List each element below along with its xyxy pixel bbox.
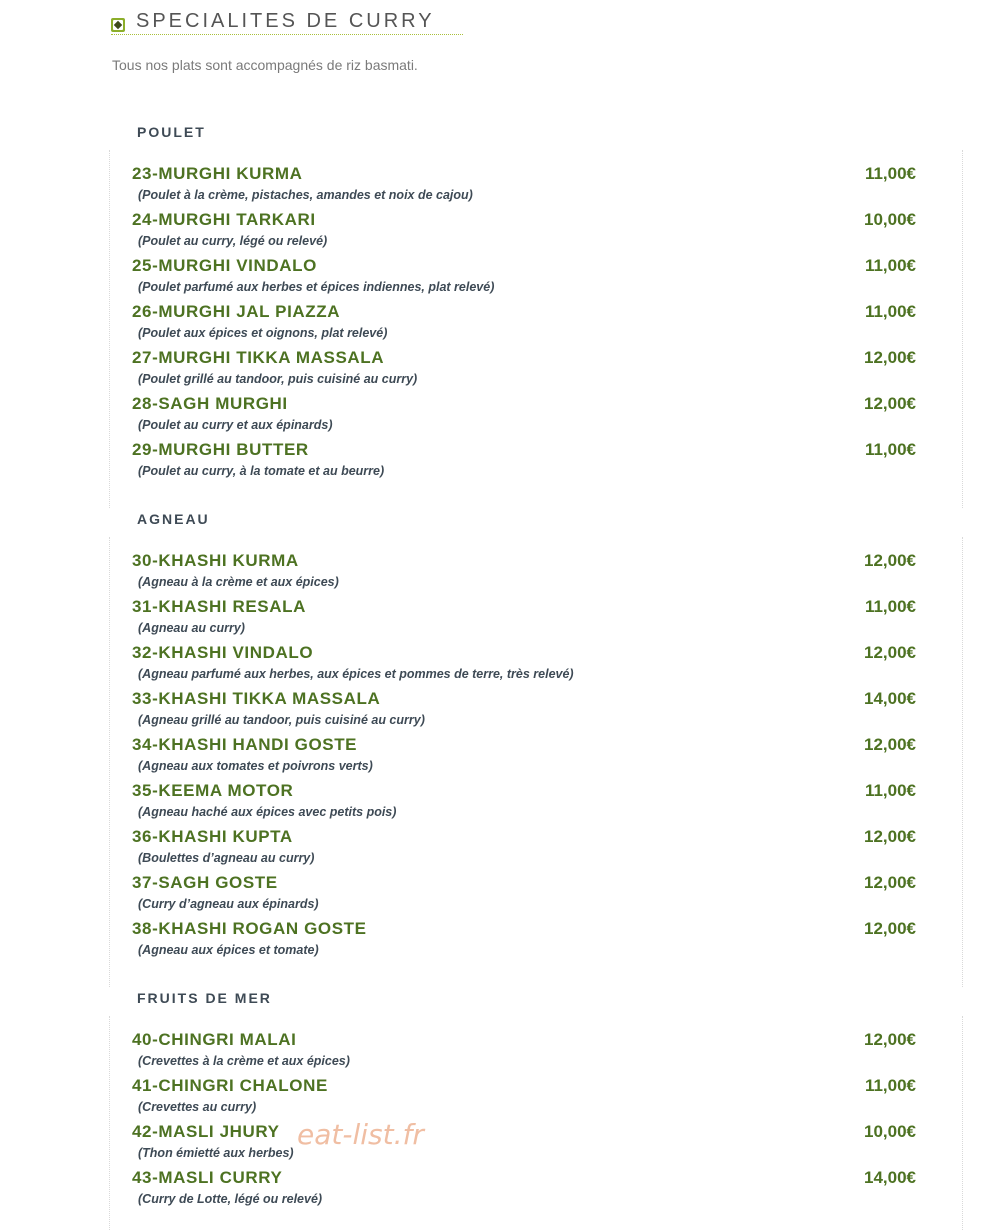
menu-item — [110, 1122, 962, 1168]
item-price: 11,00€ — [864, 781, 916, 800]
menu-section-poulet — [109, 150, 963, 508]
item-description: (Agneau grillé au tandoor, puis cuisiné au curry) — [138, 713, 425, 727]
item-name: 33-KHASHI TIKKA MASSALA — [132, 689, 381, 708]
menu-section-fruits-de-mer — [109, 1016, 963, 1230]
section-heading-fruits-de-mer: FRUITS DE MER — [137, 990, 272, 1006]
item-description: (Crevettes au curry) — [138, 1100, 257, 1114]
item-price: 12,00€ — [864, 348, 916, 367]
square-bullet-icon — [111, 18, 125, 32]
menu-item — [110, 873, 962, 919]
item-price: 11,00€ — [864, 256, 916, 275]
menu-item — [110, 210, 962, 256]
section-heading-poulet: POULET — [137, 124, 206, 140]
item-name: 40-CHINGRI MALAI — [132, 1030, 297, 1049]
item-description: (Agneau à la crème et aux épices) — [138, 575, 339, 589]
menu-item — [110, 394, 962, 440]
item-price: 12,00€ — [864, 643, 916, 662]
item-price: 12,00€ — [864, 735, 916, 754]
item-description: (Thon émietté aux herbes) — [138, 1146, 294, 1160]
item-name: 24-MURGHI TARKARI — [132, 210, 316, 229]
menu-item — [110, 302, 962, 348]
section-heading-agneau: AGNEAU — [137, 511, 210, 527]
menu-item — [110, 827, 962, 873]
item-name: 31-KHASHI RESALA — [132, 597, 306, 616]
item-price: 14,00€ — [864, 1168, 916, 1187]
item-description: (Poulet grillé au tandoor, puis cuisiné au curry) — [138, 372, 418, 386]
menu-item — [110, 440, 962, 486]
item-description: (Poulet aux épices et oignons, plat relevé) — [138, 326, 388, 340]
item-price: 11,00€ — [864, 302, 916, 321]
menu-section-agneau — [109, 537, 963, 987]
item-price: 11,00€ — [864, 1076, 916, 1095]
item-price: 11,00€ — [864, 597, 916, 616]
menu-item — [110, 1168, 962, 1214]
item-description: (Agneau haché aux épices avec petits pois) — [138, 805, 397, 819]
item-price: 12,00€ — [864, 394, 916, 413]
page-title: SPECIALITES DE CURRY — [136, 10, 435, 32]
item-description: (Crevettes à la crème et aux épices) — [138, 1054, 350, 1068]
item-description: (Agneau aux épices et tomate) — [138, 943, 319, 957]
item-name: 43-MASLI CURRY — [132, 1168, 283, 1187]
menu-item — [110, 597, 962, 643]
item-price: 12,00€ — [864, 551, 916, 570]
item-price: 14,00€ — [864, 689, 916, 708]
item-description: (Poulet au curry et aux épinards) — [138, 418, 333, 432]
item-description: (Poulet parfumé aux herbes et épices indiennes, plat relevé) — [138, 280, 495, 294]
menu-item — [110, 781, 962, 827]
item-description: (Boulettes d’agneau au curry) — [138, 851, 315, 865]
item-description: (Curry de Lotte, légé ou relevé) — [138, 1192, 323, 1206]
menu-item — [110, 643, 962, 689]
item-description: (Agneau au curry) — [138, 621, 245, 635]
item-name: 42-MASLI JHURY — [132, 1122, 280, 1141]
item-name: 26-MURGHI JAL PIAZZA — [132, 302, 341, 321]
item-price: 10,00€ — [864, 210, 916, 229]
item-name: 28-SAGH MURGHI — [132, 394, 288, 413]
intro-text: Tous nos plats sont accompagnés de riz basmati. — [112, 57, 418, 73]
item-name: 34-KHASHI HANDI GOSTE — [132, 735, 358, 754]
menu-item — [110, 551, 962, 597]
menu-item — [110, 1076, 962, 1122]
item-price: 12,00€ — [864, 919, 916, 938]
item-price: 11,00€ — [864, 440, 916, 459]
item-price: 12,00€ — [864, 827, 916, 846]
page-title-block — [111, 8, 463, 35]
item-description: (Agneau parfumé aux herbes, aux épices et pommes de terre, très relevé) — [138, 667, 574, 681]
item-name: 37-SAGH GOSTE — [132, 873, 278, 892]
menu-item — [110, 1030, 962, 1076]
item-description: (Curry d’agneau aux épinards) — [138, 897, 319, 911]
item-name: 29-MURGHI BUTTER — [132, 440, 309, 459]
item-name: 41-CHINGRI CHALONE — [132, 1076, 328, 1095]
menu-item — [110, 735, 962, 781]
item-name: 23-MURGHI KURMA — [132, 164, 303, 183]
menu-item — [110, 919, 962, 965]
item-price: 12,00€ — [864, 1030, 916, 1049]
item-price: 10,00€ — [864, 1122, 916, 1141]
item-name: 35-KEEMA MOTOR — [132, 781, 294, 800]
item-name: 25-MURGHI VINDALO — [132, 256, 317, 275]
item-description: (Poulet au curry, légé ou relevé) — [138, 234, 328, 248]
item-name: 36-KHASHI KUPTA — [132, 827, 293, 846]
menu-item — [110, 348, 962, 394]
menu-item — [110, 256, 962, 302]
menu-item — [110, 689, 962, 735]
item-price: 11,00€ — [864, 164, 916, 183]
item-description: (Poulet au curry, à la tomate et au beurre) — [138, 464, 385, 478]
item-description: (Agneau aux tomates et poivrons verts) — [138, 759, 373, 773]
menu-item — [110, 164, 962, 210]
item-name: 30-KHASHI KURMA — [132, 551, 299, 570]
item-price: 12,00€ — [864, 873, 916, 892]
item-description: (Poulet à la crème, pistaches, amandes et noix de cajou) — [138, 188, 473, 202]
item-name: 32-KHASHI VINDALO — [132, 643, 314, 662]
watermark: eat-list.fr — [297, 1118, 424, 1151]
item-name: 38-KHASHI ROGAN GOSTE — [132, 919, 367, 938]
item-name: 27-MURGHI TIKKA MASSALA — [132, 348, 385, 367]
